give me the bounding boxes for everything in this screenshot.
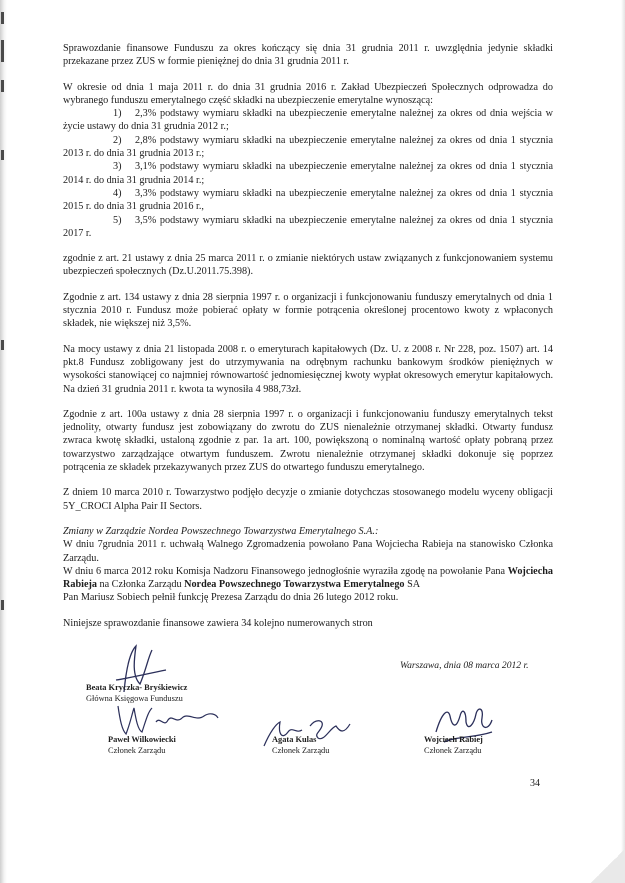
page-corner-fold [591, 849, 625, 883]
binding-mark [1, 600, 4, 610]
list-item: 5) 3,5% podstawy wymiaru składki na ubezpieczenie emerytalne należnej za okres od dnia 1 stycznia 2017 r. [63, 214, 553, 239]
paragraph-legal-basis: zgodnie z art. 21 ustawy z dnia 25 marca 2011 r. o zmianie niektórych ustaw związanych z funkcjonowaniem systemu ubezpieczeń społecznych (Dz.U.2011.75.398). [63, 253, 553, 278]
binding-mark [1, 80, 4, 92]
list-item: 2) 2,8% podstawy wymiaru składki na ubezpieczenie emerytalne należnej za okres od dnia 1 stycznia 2013 r. do dnia 31 grudnia 2013 r.; [63, 134, 553, 160]
paragraph-page-count: Niniejsze sprawozdanie finansowe zawiera 34 kolejno numerowanych stron [63, 617, 373, 629]
scan-right-edge [621, 0, 625, 883]
place-date-line: Warszawa, dnia 08 marca 2012 r. [400, 660, 529, 671]
list-item: 4) 3,3% podstawy wymiaru składki na ubezpieczenie emerytalne należnej za okres od dnia 1 stycznia 2015 r. do dnia 31 grudnia 2016 r., [63, 187, 553, 213]
paragraph-contributions-scope: Sprawozdanie finansowe Funduszu za okres kończący się dnia 31 grudnia 2011 r. uwzględnia jedynie składki przekazane przez ZUS w formie pieniężnej do dnia 31 grudnia 2011 r. [63, 43, 553, 68]
paragraph-pension-reserve: Na mocy ustawy z dnia 21 listopada 2008 r. o emeryturach kapitałowych (Dz. U. z 2008 r. Nr 228, poz. 1507) art. 14 pkt.8 Fundusz zobligowany jest do utrzymywania na odrębnym rachunku bankowym środków pieniężnych w wysokości stanowiącej co najmniej równowartość jednomiesięcznej kwoty wypłat okresowych emerytur kapitałowych. Na dzień 31 grudnia 2011 r. kwota ta wynosiła 4 988,73zł. [63, 343, 553, 395]
page-number: 34 [530, 778, 540, 789]
paragraph-fee-limit: Zgodnie z art. 134 ustawy z dnia 28 sierpnia 1997 r. o organizacji i funkcjonowaniu funduszy emerytalnych od dnia 1 stycznia 2010 r. Fundusz może pobierać opłaty w formie potrącenia określonej procentowo kwoty z wpłaconych składek, nie większej niż 3,5%. [63, 291, 553, 330]
list-item: 1) 2,3% podstawy wymiaru składki na ubezpieczenie emerytalne należnej za okres od dnia wejścia w życie ustawy do dnia 31 grudnia 2012 r.; [63, 108, 553, 133]
document-body [63, 42, 553, 630]
paragraph-board-changes: Zmiany w Zarządzie Nordea Powszechnego Towarzystwa Emerytalnego S.A.: W dniu 7grudnia 2011 r. uchwałą Walnego Zgromadzenia powołano Pana Wojciecha Rabieja na stanowisko Członka Zarządu. W dniu 6 marca 2012 roku Komisja Nadzoru Finansowego jednogłośnie wyraziła zgodę na powołanie Pana Wojciecha Rabieja na Członka Zarządu Nordea Powszechnego Towarzystwa Emerytalnego SA Pan Mariusz Sobiech pełnił funkcję Prezesa Zarządu do dnia 26 lutego 2012 roku. [63, 525, 553, 604]
paragraph-valuation-model: Z dniem 10 marca 2010 r. Towarzystwo podjęło decyzje o zmianie dotychczas stosowanego modelu wyceny obligacji 5Y_CROCI Alpha Pair II Sectors. [63, 487, 553, 512]
signatory-board-member-1: Paweł Wilkowiecki Członek Zarządu [108, 735, 176, 755]
board-changes-heading: Zmiany w Zarządzie Nordea Powszechnego Towarzystwa Emerytalnego S.A.: [63, 525, 379, 537]
signature-wilkowiecki-icon [112, 700, 222, 740]
scan-left-edge [0, 0, 7, 883]
signatory-board-member-2: Agata Kulas Członek Zarządu [272, 735, 330, 755]
binding-mark [1, 40, 4, 62]
paragraph-zus-transfer-intro: W okresie od dnia 1 maja 2011 r. do dnia 31 grudnia 2016 r. Zakład Ubezpieczeń Społecznych odprowadza do wybranego funduszu emerytalnego część składki na ubezpieczenie emerytalne wynoszącą: [63, 81, 553, 106]
signatory-chief-accountant: Beata Kryczka- Bryśkiewicz Główna Księgowa Funduszu [86, 683, 188, 703]
binding-mark [1, 150, 4, 160]
list-item: 3) 3,1% podstawy wymiaru składki na ubezpieczenie emerytalne należnej za okres od dnia 1 stycznia 2014 r. do dnia 31 grudnia 2014 r.; [63, 161, 553, 186]
contribution-rates-list [63, 107, 553, 240]
binding-mark [1, 340, 4, 350]
paragraph-refund-rules: Zgodnie z art. 100a ustawy z dnia 28 sierpnia 1997 r. o organizacji i funkcjonowaniu funduszy emerytalnych tekst jednolity, otwarty fundusz jest zobowiązany do zwrotu do ZUS nienależnie otrzymanej składki. Otwarty fundusz zwraca kwotę składki, ustaloną zgodnie z par. 1a art. 100, powiększoną o nominalną wartość opłaty pobraną przez towarzystwo zarządzające otwartym funduszem. Zwrotu nienależnie otrzymanej składki dokonuje się poprzez potrącenia ze składek przekazywanych przez ZUS do otwartego funduszu emerytalnego. [63, 408, 553, 474]
signatory-board-member-3: Wojciech Rabiej Członek Zarządu [424, 735, 483, 755]
binding-mark [1, 12, 4, 24]
